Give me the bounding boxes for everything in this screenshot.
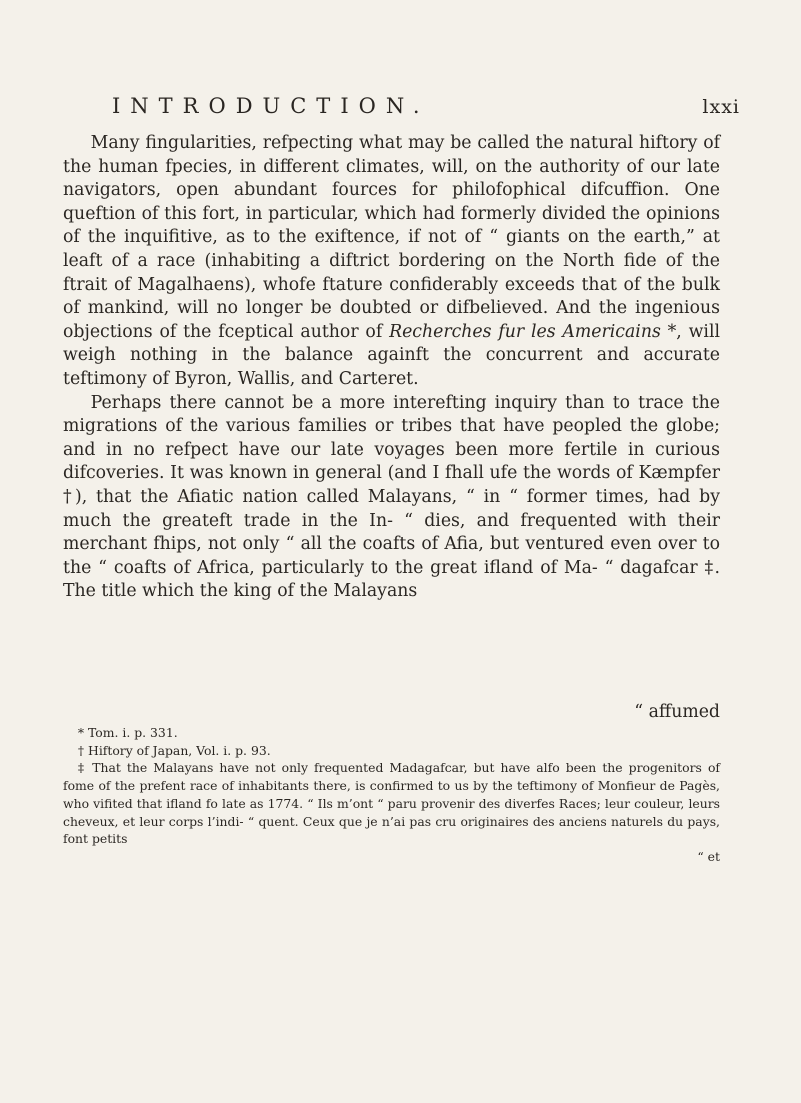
paragraph-1-text-b: *, will weigh nothing in the balance againft the concurrent and accurate teftimony of Byron, Wallis, and Carteret. <box>63 321 721 389</box>
running-title: INTRODUCTION. <box>112 94 430 118</box>
paragraph-1-text-a: Many fingularities, refpecting what may be called the natural hiftory of the human fpecies, in different climates, will, on the authority of our late navigators, open abundant fources for philofophical difcuffion. One queftion of this fort, in particular, which had formerly divided the opinions of the inquifitive, as to the exiftence, if not of “ giants on the earth,” at leaft of a race (inhabiting a diftrict bordering on the North fide of the ftrait of Magalhaens), whofe ftature confiderably exceeds that of the bulk of mankind, will no longer be doubted or difbelieved. And the ingenious objections of the fceptical author of <box>63 133 720 342</box>
page-number: lxxi <box>702 96 740 118</box>
catchword: “ affumed <box>634 702 720 722</box>
paragraph-2: Perhaps there cannot be a more interefting inquiry than to trace the migrations of the various families or tribes that have peopled the globe; and in no refpect have our late voyages been more fertile in curious difcoveries. It was known in general (and I fhall ufe the words of Kæmpfer †), that the Afiatic nation called Malayans, “ in “ former times, had by much the greateft trade in the In- “ dies, and frequented with their merchant fhips, not only “ all the coafts of Afia, but ventured even over to the “ coafts of Africa, particularly to the great ifland of Ma- “ dagafcar ‡. The title which the king of the Malayans <box>63 392 720 602</box>
footnote-1: * Tom. i. p. 331. <box>77 725 178 740</box>
footnote-3: ‡ That the Malayans have not only frequented Madagafcar, but have alfo been the progenitors of fome of the prefent race of inhabitants there, is confirmed to us by the teftimony of Monfieur de Pagès, who vifited that ifland fo late as 1774. “ Ils m’ont “ paru provenir des diverfes Races; leur couleur, leurs cheveux, et leur corps l’indi- “ quent. Ceux que je n’ai pas cru originaires des anciens naturels du pays, font petits <box>63 760 720 847</box>
footnote-catchword: “ et <box>697 848 720 864</box>
body-text <box>63 132 720 604</box>
footnote-2: † Hiftory of Japan, Vol. i. p. 93. <box>77 742 271 758</box>
paragraph-1 <box>63 132 720 392</box>
page-header <box>112 94 740 134</box>
book-title-italic: Recherches fur les Americains <box>389 321 661 342</box>
footnotes <box>63 724 720 866</box>
